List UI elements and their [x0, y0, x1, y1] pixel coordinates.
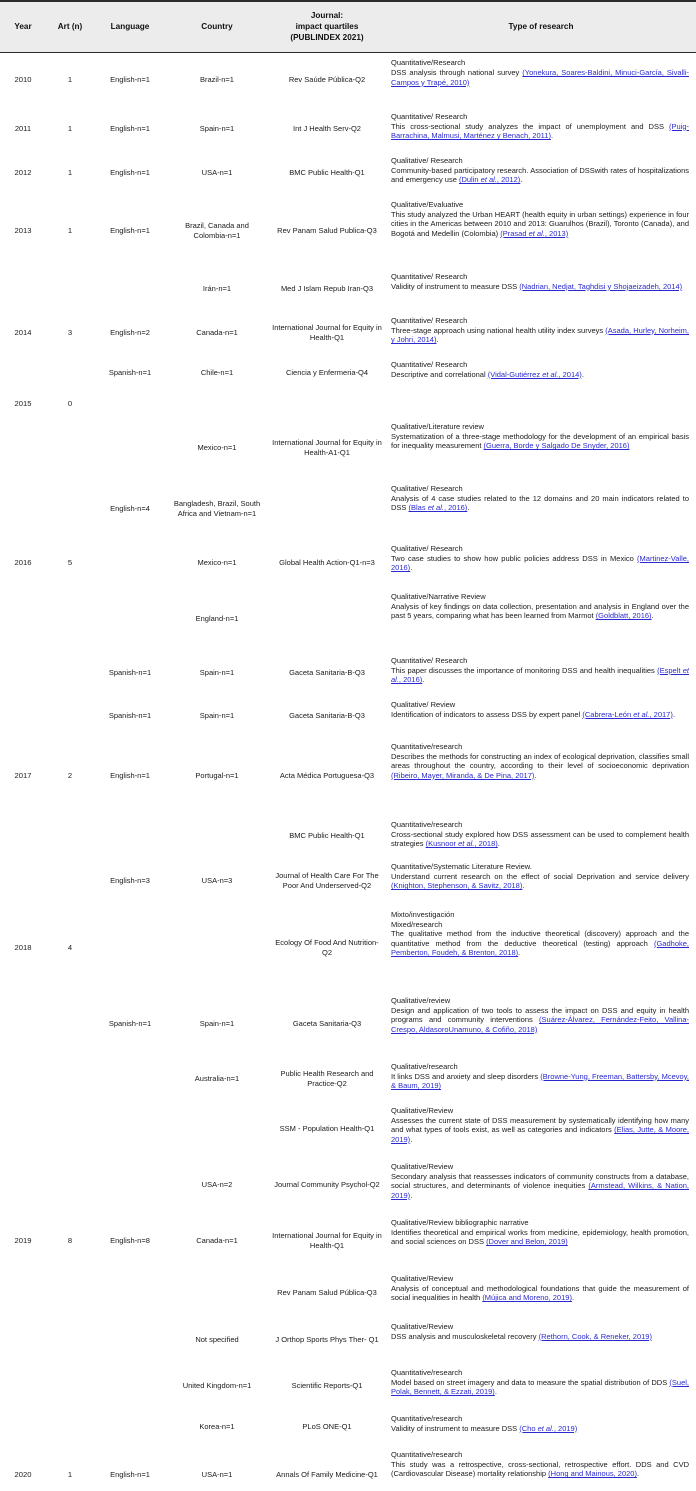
research-type-label: Qualitative/ Research [391, 483, 463, 493]
cell-journal: Rev Panam Salud Pública-Q3 [277, 1288, 377, 1298]
citation-reference-link[interactable]: (Suel, Polak, Bennett, & Ezzati, 2019) [391, 1377, 689, 1397]
cell-language [94, 905, 166, 991]
cell-language: English-n=1 [110, 124, 150, 134]
cell-year [0, 1057, 46, 1101]
cell-journal: Scientific Reports-Q1 [291, 1381, 363, 1391]
research-type-label: Qualitative/Evaluative [391, 199, 464, 209]
cell-type-of-research [386, 991, 696, 1057]
cell-language: English-n=1 [110, 771, 150, 781]
cell-journal: Global Health Action-Q1-n=3 [279, 558, 375, 568]
cell-art-count: 2 [67, 771, 73, 781]
research-type-label: Quantitative/Systematic Literature Review. [391, 861, 532, 871]
cell-year: 2011 [14, 124, 32, 134]
cell-journal: Gaceta Sanitaria-B-Q3 [289, 668, 365, 678]
cell-journal: Public Health Research and Practice-Q2 [280, 1069, 374, 1088]
citation-reference-link[interactable]: (Dulin et al., 2012) [458, 175, 521, 185]
cell-type-of-research [386, 311, 696, 355]
table-row [0, 539, 696, 587]
research-type-label: Quantitative/Research [391, 58, 466, 68]
citation-reference-link[interactable]: (Yonekura, Soares-Baldini, Minuci-García, Sivalli-Campos y Trapé, 2010) [391, 68, 689, 87]
cell-art-count [46, 1057, 94, 1101]
cell-year: 2020 [0, 1445, 46, 1491]
research-description: Three-stage approach using national health utility index surveys (Asada, Hurley, Norheim, y Johri, 2014). [391, 325, 690, 345]
cell-type-of-research [386, 1213, 696, 1269]
cell-type-of-research [386, 1445, 696, 1491]
table-row [0, 195, 696, 267]
research-description: Describes the methods for constructing an index of ecological deprivation, classifies small areas throughout the country, according to their level of socioeconomic deprivation (Ribeiro, Mayer, Miranda, & De Pina, 2017). [391, 751, 689, 780]
cell-country: USA-n=1 [166, 1445, 268, 1491]
research-type-label: Qualitative/Review [391, 1321, 454, 1331]
research-type-label: Qualitative/ Review [391, 699, 456, 709]
citation-reference-link[interactable]: (Cho et al., 2019) [519, 1423, 578, 1433]
cell-journal: Journal of Health Care For The Poor And Underserved-Q2 [275, 871, 379, 890]
research-description: DSS analysis through national survey (Yonekura, Soares-Baldini, Minuci-García, Sivalli-Campos y Trapé, 2010) [391, 68, 689, 87]
research-type-label: Mixto/investigación [391, 909, 455, 919]
cell-language [94, 417, 166, 479]
research-description: This study was a retrospective, cross-sectional, retrospective effort. DDS and CVD (Cardiovascular Disease) mortality relationship (Hong and Mainous, 2020). [391, 1459, 689, 1479]
cell-journal: Med J Islam Repub Iran-Q3 [280, 284, 374, 294]
citation-reference-link[interactable]: (Guerra, Borde y Salgado De Snyder, 2016) [483, 441, 630, 451]
table-row [0, 587, 696, 651]
cell-journal: Journal Community Psychol-Q2 [274, 1180, 380, 1190]
cell-art-count [46, 1157, 94, 1213]
cell-type-of-research [386, 695, 696, 737]
header-language: Language [94, 1, 166, 53]
cell-art-count: 4 [67, 943, 73, 953]
table-row [0, 107, 696, 151]
table-row [0, 53, 696, 107]
cell-type-of-research [386, 417, 696, 479]
cell-art-count: 0 [67, 399, 73, 409]
cell-art-count: 5 [67, 558, 73, 568]
cell-country: Spain-n=1 [199, 668, 235, 678]
cell-art-count: 8 [67, 1236, 73, 1246]
cell-year: 2010 [14, 75, 32, 85]
header-journal-line1: Journal: [310, 11, 344, 20]
cell-journal: SSM - Population Health-Q1 [279, 1124, 375, 1134]
cell-language: Spanish-n=1 [108, 368, 152, 378]
cell-country: Spain-n=1 [199, 711, 235, 721]
table-row [0, 815, 696, 857]
citation-reference-link[interactable]: (Ribeiro, Mayer, Miranda, & De Pina, 2017) [391, 770, 535, 780]
header-art: Art (n) [46, 1, 94, 53]
cell-journal: Ecology Of Food And Nutrition-Q2 [275, 938, 379, 957]
table-row [0, 905, 696, 991]
header-country: Country [166, 1, 268, 53]
table-row [0, 1363, 696, 1409]
cell-art-count: 1 [46, 1445, 94, 1491]
cell-language: English-n=1 [110, 75, 150, 85]
research-type-label: Quantitative/ Research [391, 655, 468, 665]
research-type-label: Quantitative/ Research [391, 271, 468, 281]
header-journal-line3: (PUBLINDEX 2021) [290, 32, 364, 42]
cell-type-of-research [386, 1409, 696, 1445]
citation-reference-link[interactable]: (Kusnoor et al., 2018) [425, 839, 498, 849]
research-description: This cross-sectional study analyzes the impact of unemployment and DSS (Puig-Barrachina, Malmusi, Marténez y Benach, 2011). [391, 121, 689, 141]
research-description: Cross-sectional study explored how DSS assessment can be used to complement health strategies (Kusnoor et al., 2018). [391, 829, 689, 849]
cell-country: Korea-n=1 [199, 1422, 235, 1432]
table-row [0, 1317, 696, 1363]
research-description: Analysis of conceptual and methodological foundations that guide the measurement of social inequalities in health (Mújica and Moreno, 2019). [391, 1283, 689, 1303]
cell-country: Mexico-n=1 [197, 443, 237, 453]
cell-type-of-research [386, 53, 696, 107]
table-row [0, 267, 696, 311]
cell-country: Brazil-n=1 [200, 75, 234, 85]
citation-reference-link[interactable]: (Suárez-Álvarez, Fernández-Feito, Vallina-Crespo, AldasoroUnamuno, & Cofiño, 2018) [391, 1015, 689, 1034]
cell-country: Canada-n=1 [196, 1236, 238, 1246]
cell-country [166, 815, 268, 857]
research-type-label: Qualitative/ Research [391, 543, 463, 553]
cell-country: Mexico-n=1 [197, 558, 237, 568]
cell-art-count: 1 [67, 124, 73, 134]
cell-year [0, 1363, 46, 1409]
citation-reference-link[interactable]: (Asada, Hurley, Norheim, y Johri, 2014) [391, 325, 690, 345]
research-type-label: Quantitative/research [391, 1367, 463, 1377]
research-type-label: Qualitative/Narrative Review [391, 591, 486, 601]
research-description: Identification of indicators to assess DSS by expert panel (Cabrera-León et al., 2017). [391, 709, 675, 719]
citation-reference-link[interactable]: (Mújica and Moreno, 2019) [482, 1293, 572, 1303]
research-type-label: Qualitative/Literature review [391, 421, 484, 431]
cell-art-count [46, 479, 94, 539]
cell-year [0, 417, 46, 479]
cell-art-count: 3 [67, 328, 73, 338]
cell-art-count [46, 587, 94, 651]
research-description: Understand current research on the effect of social Deprivation and service delivery (Knighton, Stephenson, & Savitz, 2018). [391, 871, 689, 891]
cell-language: English-n=4 [110, 504, 150, 514]
cell-type-of-research [386, 391, 696, 417]
cell-year [0, 267, 46, 311]
citation-reference-link[interactable]: (Knighton, Stephenson, & Savitz, 2018) [391, 881, 523, 891]
cell-language: Spanish-n=1 [108, 711, 152, 721]
research-description: Design and application of two tools to assess the impact on DSS and equity in health programs and community interventions (Suárez-Álvarez, Fernández-Feito, Vallina-Crespo, AldasoroUnamuno, & Cofiño, 2018) [391, 1005, 689, 1034]
cell-language [94, 1409, 166, 1445]
cell-country [166, 1269, 268, 1317]
research-description: Secondary analysis that reassesses indicators of community constructs from a database, social structures, and determinants of violence inequities (Armstead, Wilkins, & Nation, 2019). [391, 1171, 689, 1200]
cell-type-of-research [386, 195, 696, 267]
cell-year [0, 1269, 46, 1317]
cell-journal: Int J Health Serv-Q2 [293, 124, 361, 134]
cell-type-of-research [386, 1363, 696, 1409]
table-row [0, 479, 696, 539]
cell-language [94, 1101, 166, 1157]
cell-country: Portugal-n=1 [195, 771, 239, 781]
cell-journal: Ciencia y Enfermeria-Q4 [285, 368, 369, 378]
research-description: Descriptive and correlational (Vidal-Gutiérrez et al., 2014). [391, 369, 584, 379]
cell-language: English-n=3 [110, 876, 150, 886]
citation-reference-link[interactable]: (Vidal-Gutiérrez et al., 2014) [487, 369, 582, 379]
cell-year: 2016 [14, 558, 32, 568]
cell-art-count [46, 1363, 94, 1409]
cell-language: English-n=1 [110, 226, 150, 236]
cell-type-of-research [386, 1157, 696, 1213]
citation-reference-link[interactable]: (Espelt et al., 2016) [391, 665, 689, 685]
cell-art-count: 1 [67, 168, 73, 178]
cell-country: Irán-n=1 [202, 284, 232, 294]
cell-year: 2014 [14, 328, 32, 338]
cell-year [0, 1101, 46, 1157]
cell-year [0, 1157, 46, 1213]
cell-language [94, 1269, 166, 1317]
cell-type-of-research [386, 737, 696, 815]
cell-language [94, 267, 166, 311]
cell-year [0, 479, 46, 539]
table-row [0, 1101, 696, 1157]
cell-art-count: 1 [67, 75, 73, 85]
cell-country [166, 1101, 268, 1157]
cell-type-of-research [386, 355, 696, 391]
cell-language [94, 587, 166, 651]
research-type-label: Qualitative/research [391, 1061, 458, 1071]
cell-language [94, 1317, 166, 1363]
citation-reference-link[interactable]: (Nadrian, Nedjat, Taghdisi y Shojaeizadeh, 2014) [519, 281, 683, 291]
cell-journal: J Orthop Sports Phys Ther- Q1 [275, 1335, 379, 1345]
cell-year: 2019 [14, 1236, 32, 1246]
cell-year [0, 991, 46, 1057]
research-type-label: Qualitative/Review [391, 1161, 454, 1171]
cell-type-of-research [386, 1101, 696, 1157]
research-description: Two case studies to show how public policies address DSS in Mexico (Martinez-Valle, 2016). [391, 553, 689, 573]
cell-language [94, 1157, 166, 1213]
cell-year: 2013 [14, 226, 32, 236]
citation-reference-link[interactable]: (Prasad et al., 2013) [500, 228, 569, 238]
research-description: Analysis of key findings on data collection, presentation and analysis in England over the past 5 years, comparing what has been learned from Marmot (Goldblatt, 2016). [391, 601, 689, 621]
cell-journal [268, 479, 386, 539]
cell-journal: International Journal for Equity in Health-A1-Q1 [272, 438, 382, 457]
cell-language [94, 815, 166, 857]
cell-journal [268, 587, 386, 651]
cell-language: Spanish-n=1 [108, 668, 152, 678]
cell-art-count [46, 355, 94, 391]
cell-art-count [46, 1269, 94, 1317]
cell-art-count [46, 857, 94, 905]
research-description: Validity of instrument to measure DSS (Cho et al., 2019) [391, 1423, 578, 1433]
header-journal [268, 1, 386, 53]
cell-year [0, 815, 46, 857]
cell-country: USA-n=3 [201, 876, 233, 886]
cell-country: England-n=1 [195, 614, 239, 624]
research-description: The qualitative method from the inductive theoretical (discovery) approach and the quantitative method from the deductive theoretical (testing) approach (Gadhoke, Pemberton, Foudeh, & Brenton, 2018). [391, 929, 689, 958]
cell-country: USA-n=2 [201, 1180, 233, 1190]
cell-year [0, 355, 46, 391]
cell-language [94, 1057, 166, 1101]
cell-art-count [46, 651, 94, 695]
citation-reference-link[interactable]: (Rethorn, Cook, & Reneker, 2019) [538, 1331, 652, 1341]
cell-year [0, 587, 46, 651]
header-journal-line2: impact quartiles [295, 21, 359, 31]
cell-type-of-research [386, 857, 696, 905]
table-header [0, 1, 696, 53]
cell-year: 2018 [14, 943, 32, 953]
cell-journal: International Journal for Equity in Health-Q1 [272, 323, 382, 342]
cell-journal: Annals Of Family Medicine-Q1 [268, 1445, 386, 1491]
cell-year [0, 695, 46, 737]
cell-journal: BMC Public Health-Q1 [289, 831, 365, 841]
table-row [0, 1409, 696, 1445]
cell-country: Bangladesh, Brazil, South Africa and Vietnam-n=1 [173, 499, 261, 518]
table-row [0, 1057, 696, 1101]
cell-language: English-n=8 [110, 1236, 150, 1246]
cell-art-count [46, 815, 94, 857]
cell-type-of-research [386, 651, 696, 695]
cell-language: Spanish-n=1 [108, 1019, 152, 1029]
research-type-label: Qualitative/ Research [391, 155, 463, 165]
cell-art-count [46, 1101, 94, 1157]
table-row [0, 391, 696, 417]
cell-type-of-research [386, 107, 696, 151]
research-description: Assesses the current state of DSS measurement by systematically identifying how many and what types of tools exist, as well as categories and indicators (Elias, Jutte, & Moore, 2019). [391, 1115, 690, 1144]
citation-reference-link[interactable]: (Martinez-Valle, 2016) [391, 553, 689, 573]
table-row [0, 1445, 696, 1491]
research-description: DSS analysis and musculoskeletal recovery (Rethorn, Cook, & Reneker, 2019) [391, 1331, 652, 1341]
cell-language: English-n=1 [94, 1445, 166, 1491]
table-body [0, 53, 696, 1491]
cell-type-of-research [386, 539, 696, 587]
cell-year [0, 651, 46, 695]
cell-year [0, 1409, 46, 1445]
cell-language [94, 1363, 166, 1409]
cell-type-of-research [386, 479, 696, 539]
research-type-label: Quantitative/research [391, 819, 463, 829]
table-row [0, 737, 696, 815]
cell-type-of-research [386, 267, 696, 311]
research-type-label: Qualitative/Review [391, 1273, 454, 1283]
table-row [0, 651, 696, 695]
research-description: It links DSS and anxiety and sleep disorders (Browne-Yung, Freeman, Battersby, Mcevoy, & Baum, 2019) [391, 1071, 689, 1091]
research-type-label: Quantitative/ Research [391, 315, 468, 325]
cell-country: Brazil, Canada and Colombia-n=1 [185, 221, 249, 240]
citation-reference-link[interactable]: (Browne-Yung, Freeman, Battersby, Mcevoy, & Baum, 2019) [391, 1071, 689, 1091]
cell-country: Spain-n=1 [199, 1019, 235, 1029]
cell-country: USA-n=1 [201, 168, 233, 178]
cell-type-of-research [386, 151, 696, 195]
cell-journal [268, 391, 386, 417]
cell-language [94, 539, 166, 587]
cell-country: Australia-n=1 [194, 1074, 240, 1084]
cell-country: Not specified [195, 1335, 239, 1345]
cell-journal: Rev Panam Salud Publica-Q3 [277, 226, 377, 236]
cell-type-of-research [386, 815, 696, 857]
table-row [0, 1157, 696, 1213]
cell-art-count [46, 991, 94, 1057]
header-type-of-research: Type of research [386, 1, 696, 53]
research-description: Identifies theoretical and empirical works from medicine, epidemiology, health promotion, and social sciences on DSS (Dover and Belon, 2019) [391, 1227, 689, 1247]
research-type-label: Quantitative/research [391, 1413, 463, 1423]
research-description: Systematization of a three-stage methodology for the development of an empirical basis for inequality measurement (Guerra, Borde y Salgado De Snyder, 2016) [391, 431, 689, 451]
cell-country: Chile-n=1 [200, 368, 234, 378]
table-row [0, 311, 696, 355]
cell-art-count [46, 417, 94, 479]
cell-language [94, 391, 166, 417]
research-description: This study analyzed the Urban HEART (health equity in urban settings) experience in four cities in the Americas between 2010 and 2013: Guarulhos (Brazil), Toronto (Canada), and Bogotá and Medellin (Colombia) (Prasad et al., 2013) [391, 209, 689, 238]
cell-art-count [46, 1409, 94, 1445]
cell-year: 2012 [14, 168, 32, 178]
cell-journal: Gaceta Sanitaria-B-Q3 [289, 711, 365, 721]
citation-reference-link[interactable]: (Elias, Jutte, & Moore, 2019) [391, 1125, 690, 1144]
cell-type-of-research [386, 1057, 696, 1101]
cell-journal: BMC Public Health-Q1 [289, 168, 365, 178]
cell-art-count [46, 695, 94, 737]
cell-type-of-research [386, 587, 696, 651]
research-description: Analysis of 4 case studies related to the 12 domains and 20 main indicators related to DSS (Blas et al., 2016). [391, 493, 689, 513]
citation-reference-link[interactable]: (Hong and Mainous, 2020) [548, 1469, 637, 1479]
citation-reference-link[interactable]: (Blas et al., 2016) [408, 503, 468, 513]
header-year: Year [0, 1, 46, 53]
cell-type-of-research [386, 905, 696, 991]
research-description: Validity of instrument to measure DSS (Nadrian, Nedjat, Taghdisi y Shojaeizadeh, 2014) [391, 281, 683, 291]
cell-country: Canada-n=1 [196, 328, 238, 338]
research-type-label: Quantitative/research [391, 1449, 463, 1459]
cell-type-of-research [386, 1317, 696, 1363]
cell-year: 2015 [14, 399, 32, 409]
cell-journal: Acta Médica Portuguesa-Q3 [279, 771, 375, 781]
cell-year [0, 1317, 46, 1363]
table-row [0, 695, 696, 737]
research-description: Model based on street imagery and data to measure the spatial distribution of DDS (Suel, Polak, Bennett, & Ezzati, 2019). [391, 1377, 689, 1397]
cell-country: United Kingdom-n=1 [182, 1381, 252, 1391]
cell-year [0, 857, 46, 905]
table-row [0, 1213, 696, 1269]
research-type-label: Quantitative/ Research [391, 111, 468, 121]
cell-journal: International Journal for Equity in Health-Q1 [272, 1231, 382, 1250]
citation-reference-link[interactable]: (Dover and Belon, 2019) [486, 1237, 568, 1247]
cell-journal: Rev Saúde Pública-Q2 [288, 75, 366, 85]
cell-country: Spain-n=1 [199, 124, 235, 134]
table-row [0, 1269, 696, 1317]
cell-language: English-n=2 [110, 328, 150, 338]
research-type-label: Qualitative/Review [391, 1105, 454, 1115]
table-row [0, 417, 696, 479]
research-type-label: Quantitative/ Research [391, 359, 468, 369]
citation-reference-link[interactable]: (Armstead, Wilkins, & Nation, 2019) [391, 1181, 689, 1200]
cell-art-count [46, 1317, 94, 1363]
cell-art-count: 1 [67, 226, 73, 236]
table-row [0, 151, 696, 195]
cell-type-of-research [386, 1269, 696, 1317]
citation-reference-link[interactable]: (Cabrera-León et al., 2017) [582, 709, 673, 719]
citation-reference-link[interactable]: (Gadhoke, Pemberton, Foudeh, & Brenton, 2018) [391, 938, 689, 958]
table-row [0, 857, 696, 905]
cell-country [166, 391, 268, 417]
table-row [0, 355, 696, 391]
research-description: Community-based participatory research. Association of DSSwith rates of hospitalizations and emergency use (Dulin et al., 2012). [391, 165, 689, 185]
cell-journal: PLoS ONE-Q1 [302, 1422, 352, 1432]
research-type-label-secondary: Mixed/research [391, 919, 443, 929]
citation-reference-link[interactable]: (Puig-Barrachina, Malmusi, Marténez y Benach, 2011) [391, 121, 689, 141]
research-type-label: Quantitative/research [391, 741, 463, 751]
table-row [0, 991, 696, 1057]
research-type-label: Qualitative/Review bibliographic narrative [391, 1217, 529, 1227]
cell-year: 2017 [14, 771, 32, 781]
cell-art-count [46, 267, 94, 311]
cell-country [166, 905, 268, 991]
citation-reference-link[interactable]: (Goldblatt, 2016) [595, 611, 652, 621]
cell-journal: Gaceta Sanitaria-Q3 [292, 1019, 362, 1029]
cell-language: English-n=1 [110, 168, 150, 178]
research-type-label: Qualitative/review [391, 995, 451, 1005]
research-description: This paper discusses the importance of monitoring DSS and health inequalities (Espelt et al., 2016). [391, 665, 689, 685]
